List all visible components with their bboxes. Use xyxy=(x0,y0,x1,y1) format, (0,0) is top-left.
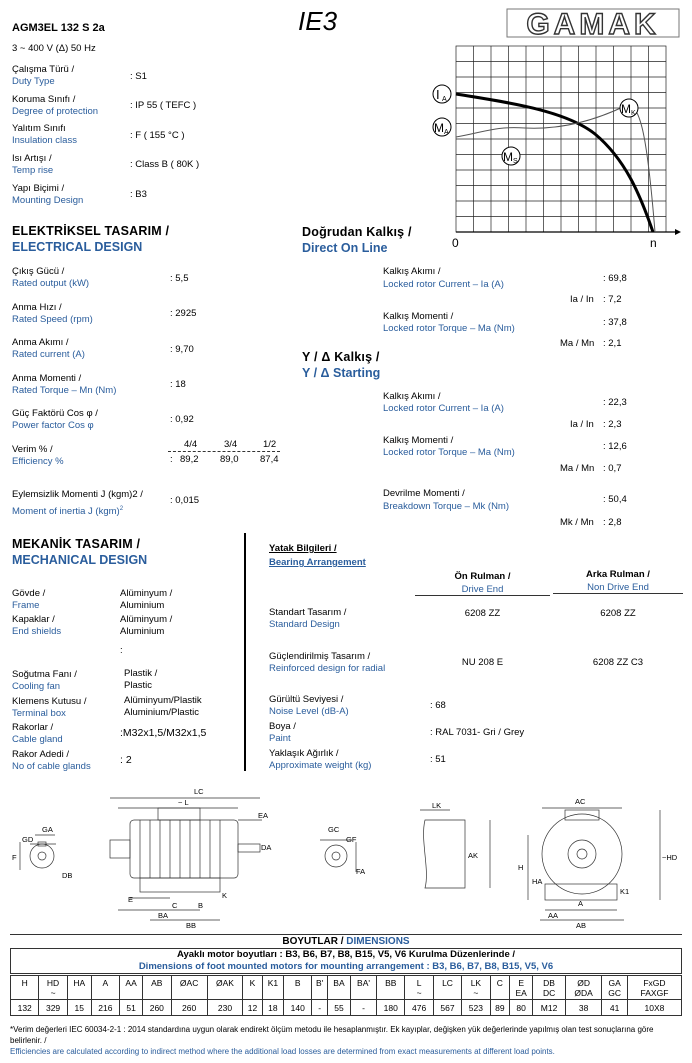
dim-header-cell xyxy=(91,976,119,1000)
efficiency-label-en: Efficiency % xyxy=(12,456,64,467)
mechanical-title-tr: MEKANİK TASARIM / xyxy=(12,537,141,551)
electrical-title-tr: ELEKTRİKSEL TASARIM / xyxy=(12,224,170,238)
efficiency-value-50: 87,4 xyxy=(260,454,279,465)
dol-torque-ratio-label: Ma / Mn xyxy=(560,338,595,349)
pf-label-tr: Güç Faktörü Cos φ / xyxy=(12,408,98,419)
pf-value: : 0,92 xyxy=(170,414,194,425)
endshield-label-en: End shields xyxy=(12,626,62,637)
efficiency-colon: : xyxy=(170,454,173,465)
gland-label-tr: Rakorlar / xyxy=(12,722,54,733)
dol-current-label-en: Locked rotor Current – Ia (A) xyxy=(383,279,504,290)
svg-text:LC: LC xyxy=(194,787,204,796)
temp-label-tr: Isı Artışı / xyxy=(12,153,52,164)
standard-label-en: Standard Design xyxy=(269,619,340,630)
dim-header-cell xyxy=(284,976,312,1000)
frame-label-en: Frame xyxy=(12,600,40,611)
endshield-label-tr: Kapaklar / xyxy=(12,614,55,625)
efficiency-divider xyxy=(168,451,280,452)
mounting-value: : B3 xyxy=(130,189,147,200)
weight-label-en: Approximate weight (kg) xyxy=(269,760,372,771)
dim-value-cell: 523 xyxy=(462,1000,490,1016)
breakdown-ratio: : 2,8 xyxy=(603,517,622,528)
sd-current-label-tr: Kalkış Akımı / xyxy=(383,391,441,402)
dim-header-cell xyxy=(490,976,510,1000)
dim-header-sublabel xyxy=(208,988,242,998)
dim-header-cell xyxy=(120,976,143,1000)
pf-label-en: Power factor Cos φ xyxy=(12,420,94,431)
dim-header-sublabel xyxy=(351,988,376,998)
svg-text:S: S xyxy=(513,158,518,165)
torque-value: : 18 xyxy=(170,379,186,390)
dim-header-label: H xyxy=(21,977,28,988)
dim-header-label: BA xyxy=(333,977,345,988)
dim-value-cell: 230 xyxy=(207,1000,242,1016)
dim-value-cell: 38 xyxy=(565,1000,601,1016)
svg-text:AC: AC xyxy=(575,797,586,806)
dim-header-cell xyxy=(433,976,461,1000)
breakdown-label-tr: Devrilme Momenti / xyxy=(383,488,465,499)
dim-header-cell xyxy=(602,976,628,1000)
dim-header-cell xyxy=(243,976,263,1000)
dimensions-title: BOYUTLAR / DIMENSIONS xyxy=(10,934,682,947)
dim-header-sublabel: ~ xyxy=(50,987,56,998)
insulation-label-en: Insulation class xyxy=(12,135,77,146)
output-label-tr: Çıkış Gücü / xyxy=(12,266,65,277)
dim-header-sublabel xyxy=(312,988,327,998)
dim-header-sublabel: EA xyxy=(515,987,527,998)
svg-text:BA: BA xyxy=(158,911,169,920)
endshield-value: Alüminyum / Aluminium xyxy=(120,614,173,637)
dimensions-table xyxy=(10,975,682,1016)
fan-label-en: Cooling fan xyxy=(12,681,61,692)
duty-label-tr: Çalışma Türü / xyxy=(12,64,75,75)
dim-header-label: ØD xyxy=(577,977,590,988)
svg-text:0: 0 xyxy=(452,236,459,250)
dim-header-cell xyxy=(207,976,242,1000)
sd-torque-ratio: : 0,7 xyxy=(603,463,622,474)
dim-value-cell: - xyxy=(312,1000,328,1016)
temp-value: : Class B ( 80K ) xyxy=(130,159,200,170)
dol-torque-ratio: : 2,1 xyxy=(603,338,622,349)
terminal-label-tr: Klemens Kutusu / xyxy=(12,696,87,707)
svg-text:K: K xyxy=(631,110,636,117)
torque-label-tr: Anma Momenti / xyxy=(12,373,82,384)
terminal-value: Alüminyum/Plastik Aluminium/Plastic xyxy=(124,695,202,718)
dim-header-cell xyxy=(565,976,601,1000)
dim-value-cell: 18 xyxy=(262,1000,283,1016)
non-drive-end-tr: Arka Rulman / xyxy=(586,569,650,580)
sd-current-value: : 22,3 xyxy=(603,397,627,408)
dim-value-cell: 260 xyxy=(171,1000,207,1016)
dim-value-cell: 55 xyxy=(327,1000,350,1016)
sd-torque-label-en: Locked rotor Torque – Ma (Nm) xyxy=(383,447,515,458)
svg-text:A: A xyxy=(578,899,584,908)
dim-header-sublabel: GC xyxy=(608,987,621,998)
svg-text:M: M xyxy=(621,102,631,116)
footnote-en: Efficiencies are calculated according to indirect method where the additional load losses are determined from exact measurements at different load points. xyxy=(10,1047,555,1056)
svg-text:DA: DA xyxy=(261,843,272,852)
svg-text:~HD: ~HD xyxy=(662,853,678,862)
dim-header-cell xyxy=(171,976,207,1000)
dimensions-subtitle: Ayaklı motor boyutları : B3, B6, B7, B8, B15, V5, V6 Kurulma Düzenlerinde / Dimensions of foot mounted motors for mounting arrangement : B3, B6, B7, B8, B15, V5, V6 xyxy=(10,948,682,974)
dim-header-sublabel: FAXGF xyxy=(640,987,669,998)
sd-torque-label-tr: Kalkış Momenti / xyxy=(383,435,454,446)
dim-value-cell: 15 xyxy=(67,1000,91,1016)
svg-text:A: A xyxy=(444,129,449,136)
svg-text:EA: EA xyxy=(258,811,269,820)
dim-value-cell: 180 xyxy=(377,1000,405,1016)
dim-header-sublabel xyxy=(263,988,283,998)
mechanical-title-en: MECHANICAL DESIGN xyxy=(12,553,148,567)
svg-text:AA: AA xyxy=(548,911,559,920)
svg-text:B: B xyxy=(198,901,204,910)
dim-header-label: BA' xyxy=(357,977,371,988)
dim-header-cell xyxy=(627,976,681,1000)
dim-value-cell: M12 xyxy=(533,1000,566,1016)
sd-torque-value: : 12,6 xyxy=(603,441,627,452)
dim-header-cell xyxy=(67,976,91,1000)
terminal-label-en: Terminal box xyxy=(12,708,66,719)
dol-title-en: Direct On Line xyxy=(302,241,388,255)
paint-label-tr: Boya / xyxy=(269,721,296,732)
breakdown-label-en: Breakdown Torque – Mk (Nm) xyxy=(383,501,510,512)
dol-current-ratio: : 7,2 xyxy=(603,294,622,305)
gland-value: :M32x1,5/M32x1,5 xyxy=(120,727,207,739)
standard-label-tr: Standart Tasarım / xyxy=(269,607,347,618)
sd-title-en: Y / Δ Starting xyxy=(302,366,381,380)
dim-value-cell: 12 xyxy=(243,1000,263,1016)
svg-text:M: M xyxy=(503,150,513,164)
efficiency-label-tr: Verim % / xyxy=(12,444,53,455)
dim-value-cell: - xyxy=(350,1000,376,1016)
sd-title-tr: Y / Δ Kalkış / xyxy=(302,350,380,364)
svg-text:M: M xyxy=(434,121,444,135)
dim-header-label: LK xyxy=(470,977,482,988)
dim-header-sublabel xyxy=(172,988,207,998)
mech-colon: : xyxy=(120,645,123,656)
svg-text:GAMAK: GAMAK xyxy=(526,8,660,40)
dim-header-cell xyxy=(327,976,350,1000)
svg-text:FA: FA xyxy=(356,867,366,876)
standard-de: 6208 ZZ xyxy=(464,608,501,619)
gland-count-value: : 2 xyxy=(120,754,132,766)
dim-header-cell xyxy=(510,976,533,1000)
svg-text:HA: HA xyxy=(532,877,543,886)
temp-label-en: Temp rise xyxy=(12,165,54,176)
dim-header-cell xyxy=(405,976,433,1000)
model-title: AGM3EL 132 S 2a xyxy=(12,22,105,34)
sd-current-ratio-label: Ia / In xyxy=(570,419,594,430)
current-label-en: Rated current (A) xyxy=(12,349,85,360)
gland-count-label-en: No of cable glands xyxy=(12,761,91,772)
dim-header-sublabel: ~ xyxy=(416,987,422,998)
speed-label-tr: Anma Hızı / xyxy=(12,302,62,313)
breakdown-ratio-label: Mk / Mn xyxy=(560,517,594,528)
reinforced-nde: 6208 ZZ C3 xyxy=(592,657,644,668)
dim-header-cell xyxy=(312,976,328,1000)
standard-nde: 6208 ZZ xyxy=(600,608,636,619)
dim-header-label: C xyxy=(496,977,503,988)
svg-text:GF: GF xyxy=(346,835,357,844)
dim-header-label: FxGD xyxy=(643,977,666,988)
inertia-label-en: Moment of inertia J (kgm)$^2$ xyxy=(12,506,124,518)
svg-text:~ L: ~ L xyxy=(178,798,189,807)
noise-label-en: Noise Level (dB-A) xyxy=(269,706,349,717)
non-drive-end-en: Non Drive End xyxy=(553,582,683,594)
inertia-label-tr: Eylemsizlik Momenti J (kgm)2 / xyxy=(12,489,143,500)
dol-torque-label-en: Locked rotor Torque – Ma (Nm) xyxy=(383,323,515,334)
noise-value: : 68 xyxy=(430,700,446,711)
dim-header-sublabel xyxy=(434,988,461,998)
svg-text:E: E xyxy=(128,895,134,904)
dim-header-sublabel: ØDA xyxy=(574,987,593,998)
dim-value-cell: 476 xyxy=(405,1000,433,1016)
mounting-label-en: Mounting Design xyxy=(12,195,84,206)
svg-text:K1: K1 xyxy=(620,887,630,896)
dim-header-label: LC xyxy=(442,977,453,988)
dol-torque-label-tr: Kalkış Momenti / xyxy=(383,311,454,322)
svg-text:GD: GD xyxy=(22,835,34,844)
svg-text:AK: AK xyxy=(468,851,479,860)
dim-header-cell xyxy=(262,976,283,1000)
current-label-tr: Anma Akımı / xyxy=(12,337,69,348)
efficiency-load-75: 3/4 xyxy=(224,439,238,450)
bearing-title-tr: Yatak Bilgileri / xyxy=(269,543,337,554)
svg-text:DB: DB xyxy=(62,871,73,880)
supply-text: 3 ~ 400 V (Δ) 50 Hz xyxy=(12,43,96,54)
duty-label-en: Duty Type xyxy=(12,76,55,87)
speed-label-en: Rated Speed (rpm) xyxy=(12,314,93,325)
dim-header-label: ØAK xyxy=(216,977,234,988)
dim-value-cell: 329 xyxy=(39,1000,67,1016)
reinforced-de: NU 208 E xyxy=(461,657,504,668)
sd-torque-ratio-label: Ma / Mn xyxy=(560,463,595,474)
dim-value-cell: 140 xyxy=(284,1000,312,1016)
efficiency-load-100: 4/4 xyxy=(184,439,198,450)
svg-text:LK: LK xyxy=(432,801,442,810)
speed-value: : 2925 xyxy=(170,308,197,319)
dim-header-label: K xyxy=(249,977,256,988)
dim-header-sublabel xyxy=(92,988,119,998)
dim-value-cell: 260 xyxy=(143,1000,171,1016)
gland-label-en: Cable gland xyxy=(12,734,63,745)
dim-header-sublabel xyxy=(491,988,510,998)
dim-header-label: GA xyxy=(608,977,621,988)
efficiency-value-75: 89,0 xyxy=(220,454,239,465)
insulation-value: : F ( 155 °C ) xyxy=(130,130,185,141)
dim-value-cell: 216 xyxy=(91,1000,119,1016)
efficiency-class: IE3 xyxy=(298,6,338,36)
sd-current-ratio: : 2,3 xyxy=(603,419,622,430)
fan-label-tr: Soğutma Fanı / xyxy=(12,669,77,680)
weight-label-tr: Yaklaşık Ağırlık / xyxy=(269,748,339,759)
dim-value-cell: 567 xyxy=(433,1000,461,1016)
svg-text:A: A xyxy=(442,96,447,103)
svg-text:GA: GA xyxy=(42,825,53,834)
dim-header-label: AA xyxy=(125,977,137,988)
svg-text:H: H xyxy=(518,863,524,872)
svg-text:GC: GC xyxy=(328,825,340,834)
dim-value-cell: 132 xyxy=(11,1000,39,1016)
paint-value: : RAL 7031- Gri / Grey xyxy=(430,727,525,738)
svg-text:n: n xyxy=(650,236,657,250)
dim-header-cell xyxy=(350,976,376,1000)
protection-label-tr: Koruma Sınıfı / xyxy=(12,94,76,105)
dim-value-cell: 41 xyxy=(602,1000,628,1016)
dol-current-ratio-label: Ia / In xyxy=(570,294,594,305)
svg-text:I: I xyxy=(436,87,440,102)
brand-logo xyxy=(505,6,681,40)
dol-title-tr: Doğrudan Kalkış / xyxy=(302,225,412,239)
frame-value: Alüminyum / Aluminium xyxy=(120,588,173,611)
dim-header-cell xyxy=(143,976,171,1000)
dim-header-label: B' xyxy=(316,977,324,988)
svg-text:AB: AB xyxy=(576,921,587,930)
dim-header-sublabel: DC xyxy=(542,987,556,998)
dim-header-sublabel xyxy=(68,988,91,998)
dim-header-cell xyxy=(462,976,490,1000)
dol-current-value: : 69,8 xyxy=(603,273,627,284)
dim-header-sublabel xyxy=(11,988,38,998)
dim-header-sublabel xyxy=(284,988,311,998)
breakdown-value: : 50,4 xyxy=(603,494,627,505)
weight-value: : 51 xyxy=(430,754,446,765)
protection-label-en: Degree of protection xyxy=(12,106,99,117)
dimensions-header-row xyxy=(11,976,682,1000)
gland-count-label-tr: Rakor Adedi / xyxy=(12,749,70,760)
dim-header-label: L xyxy=(416,977,422,988)
drive-end-tr: Ön Rulman / xyxy=(454,571,511,582)
dim-header-cell xyxy=(533,976,566,1000)
reinforced-label-tr: Güçlendirilmiş Tasarım / xyxy=(269,651,371,662)
output-label-en: Rated output (kW) xyxy=(12,278,90,289)
frame-label-tr: Gövde / xyxy=(12,588,46,599)
performance-curve xyxy=(425,44,687,254)
dim-header-label: K1 xyxy=(267,977,279,988)
svg-text:F: F xyxy=(12,853,17,862)
sd-current-label-en: Locked rotor Current – Ia (A) xyxy=(383,403,504,414)
dim-header-cell xyxy=(377,976,405,1000)
dim-value-cell: 89 xyxy=(490,1000,510,1016)
dim-header-label: BB xyxy=(385,977,397,988)
section-divider xyxy=(244,533,246,771)
footnote-tr: *Verim değerleri IEC 60034-2-1 : 2014 standardına uygun olarak endirekt ölçüm metodu ile hesaplanmıştır. Ek kayıplar, değişken yük değerlerinde yapılmış olan test sonuçlarına göre belirlenir. / xyxy=(10,1025,654,1045)
inertia-value: : 0,015 xyxy=(170,495,200,506)
reinforced-label-en: Reinforced design for radial xyxy=(269,663,386,674)
dim-value-cell: 51 xyxy=(120,1000,143,1016)
torque-label-en: Rated Torque – Mn (Nm) xyxy=(12,385,117,396)
svg-text:C: C xyxy=(172,901,178,910)
svg-text:BB: BB xyxy=(186,921,197,930)
dim-header-sublabel: ~ xyxy=(473,987,479,998)
dim-header-label: DB xyxy=(543,977,555,988)
dim-header-cell xyxy=(11,976,39,1000)
drive-end-en: Drive End xyxy=(415,584,550,596)
dol-torque-value: : 37,8 xyxy=(603,317,627,328)
dim-value-cell: 80 xyxy=(510,1000,533,1016)
electrical-title-en: ELECTRICAL DESIGN xyxy=(12,240,143,254)
dim-header-cell xyxy=(39,976,67,1000)
insulation-label-tr: Yalıtım Sınıfı xyxy=(12,123,66,134)
dim-value-cell: 10X8 xyxy=(627,1000,681,1016)
dim-header-label: B xyxy=(294,977,301,988)
dim-header-label: AB xyxy=(151,977,163,988)
dim-header-label: ØAC xyxy=(179,977,199,988)
noise-label-tr: Gürültü Seviyesi / xyxy=(269,694,344,705)
mounting-label-tr: Yapı Biçimi / xyxy=(12,183,65,194)
svg-text:K: K xyxy=(222,891,228,900)
dim-header-sublabel xyxy=(328,988,350,998)
efficiency-value-100: 89,2 xyxy=(180,454,199,465)
dim-header-sublabel xyxy=(377,988,404,998)
bearing-title-en: Bearing Arrangement xyxy=(269,557,366,568)
paint-label-en: Paint xyxy=(269,733,291,744)
protection-value: : IP 55 ( TEFC ) xyxy=(130,100,197,111)
dimensions-value-row xyxy=(11,1000,682,1016)
dim-header-label: HD xyxy=(46,977,60,988)
dim-header-sublabel xyxy=(143,988,170,998)
duty-value: : S1 xyxy=(130,71,147,82)
fan-value: Plastik / Plastic xyxy=(124,668,158,691)
dim-header-sublabel xyxy=(243,988,262,998)
output-value: : 5,5 xyxy=(170,273,189,284)
dim-header-label: A xyxy=(102,977,109,988)
dim-header-label: E xyxy=(518,977,524,988)
current-value: : 9,70 xyxy=(170,344,194,355)
efficiency-load-50: 1/2 xyxy=(263,439,277,450)
dim-header-sublabel xyxy=(120,988,142,998)
dol-current-label-tr: Kalkış Akımı / xyxy=(383,266,441,277)
dimension-drawings xyxy=(0,780,692,930)
dim-header-label: HA xyxy=(73,977,86,988)
